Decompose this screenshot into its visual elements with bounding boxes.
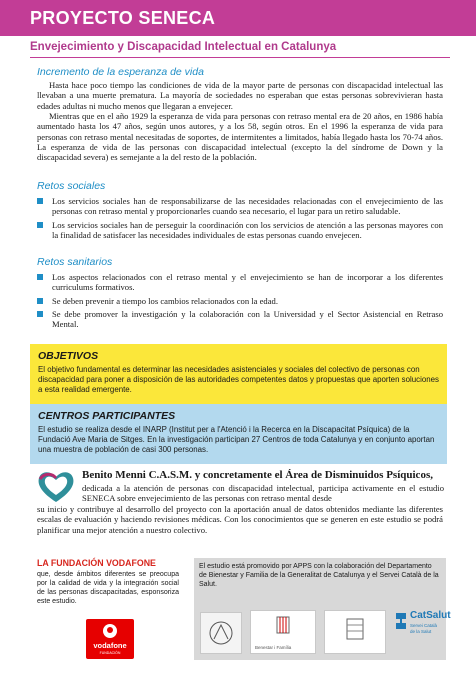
esperanza-paragraph-1: Hasta hace poco tiempo las condiciones de vida de la mayor parte de personas con discapacidad intelectual las llevaban a una muerte prematura. La mayoría de sociedades no esperaban que estas personas sobrevivieran hasta edades adultas ni mucho menos que llegaran a envejecer.	[37, 80, 443, 111]
list-item: Se deben prevenir a tiempo los cambios relacionados con la edad.	[37, 296, 443, 306]
centros-heading: CENTROS PARTICIPANTES	[38, 410, 176, 422]
departament-emblem-icon	[325, 611, 385, 653]
objetivos-text: El objetivo fundamental es determinar las necesidades asistenciales y sociales del colectivo de personas con discapacidad para poner a disposición de las autoridades competentes datos y propuestas que aporten soluciones a esta realidad emergente.	[38, 365, 439, 395]
sociales-list	[37, 196, 443, 243]
bullet-square-icon	[37, 298, 43, 304]
bullet-square-icon	[37, 222, 43, 228]
bullet-square-icon	[37, 311, 43, 317]
list-item: Los servicios sociales han de responsabilizarse de las necesidades relacionadas con el envejecimiento de las personas con retraso mental y proporcionarles cuando sea necesario, el lugar para un retiro saludable.	[37, 196, 443, 217]
catsalut-emblem-icon	[394, 611, 408, 631]
sponsor-text: El estudio está promovido por APPS con la colaboración del Departamento de Bienestar y Familia de la Generalitat de Catalunya y el Servei Català de la Salut.	[199, 563, 439, 588]
catsalut-subtitle: Servei Català de la Salut	[410, 623, 438, 634]
objetivos-box	[30, 344, 447, 404]
vodafone-logo: vodafone FUNDACIÓN	[86, 619, 134, 659]
section-heading-sociales: Retos sociales	[37, 180, 106, 192]
objetivos-heading: OBJETIVOS	[38, 350, 99, 362]
benito-menni-heart-logo-icon	[36, 469, 76, 505]
centros-box	[30, 404, 447, 464]
departament-logo	[324, 610, 386, 654]
apps-emblem-icon	[201, 613, 241, 653]
benito-text-1: dedicada a la atención de personas con discapacidad intelectual, participa activamente en el estudio SENECA sobre envejecimiento de las personas con retraso mental desde	[82, 483, 444, 504]
sponsor-box	[194, 558, 451, 660]
catsalut-logo	[394, 603, 451, 655]
esperanza-paragraph-2: Mientras que en el año 1929 la esperanza de vida para personas con retraso mental era de 20 años, en 1986 había aumentado hasta los 47 años, según unos autores, y a los 58, según otros. En el 1996 la esperanza de vida para personas con retraso mental necesitadas de soportes, de intermitentes a limitados, había llegado hasta los 70-74 años. La esperanza de vida de las personas con discapacidad intelectual (excepto la del síndrome de Down y la discapacidad severa) es semejante a la del resto de la población.	[37, 111, 443, 163]
vodafone-heading: LA FUNDACIÓN VODAFONE	[37, 558, 156, 568]
benito-text-2: su inicio y contribuye al desarrollo del proyecto con la aportación anual de datos obtenidos mediante las diferentes escalas de evaluación y haciendo revisiones médicas. Con los conocimientos que se generen en este estudio se podrá planificar una mejor atención a nuestro colectivo.	[37, 504, 443, 535]
page-subtitle: Envejecimiento y Discapacidad Intelectual en Catalunya	[30, 41, 337, 53]
sanitarios-list	[37, 272, 443, 332]
subtitle-divider	[30, 57, 450, 58]
list-item: Los aspectos relacionados con el retraso mental y el envejecimiento se han de incorporar a los diferentes curriculums formativos.	[37, 272, 443, 293]
benito-heading: Benito Menni C.A.S.M. y concretamente el Área de Disminuidos Psíquicos,	[82, 469, 433, 481]
generalitat-logo	[250, 610, 316, 654]
bullet-square-icon	[37, 198, 43, 204]
vodafone-speechmark-icon	[103, 624, 117, 638]
section-heading-esperanza: Incremento de la esperanza de vida	[37, 66, 204, 78]
apps-logo	[200, 612, 242, 654]
section-heading-sanitarios: Retos sanitarios	[37, 256, 113, 268]
bullet-square-icon	[37, 274, 43, 280]
header-bar	[0, 0, 476, 36]
list-item: Se debe promover la investigación y la colaboración con la Universidad y el Sector Asistencial en Retraso Mental.	[37, 309, 443, 330]
generalitat-logo-label: Benestar i Família	[255, 645, 292, 650]
centros-text: El estudio se realiza desde el INARP (Institut per a l'Atenció i la Recerca en la Discapacitat Psíquica) de la Fundació Ave Maria de Sitges. En la investigación participan 27 Centros de toda Catalunya y en conjunto aportan una muestra de población de casi 300 personas.	[38, 425, 435, 455]
vodafone-text: que, desde ámbitos diferentes se preocupa por la calidad de vida y la integración social de las personas discapacitadas, esponsoriza este estudio.	[37, 571, 179, 605]
list-item: Los servicios sociales han de perseguir la coordinación con los servicios de atención a las personas mayores con la finalidad de satisfacer las necesidades individuales de estas personas cuando envejecen.	[37, 220, 443, 241]
catsalut-name: CatSalut	[410, 610, 451, 621]
page-title: PROYECTO SENECA	[30, 8, 216, 28]
generalitat-emblem-icon	[251, 611, 315, 641]
